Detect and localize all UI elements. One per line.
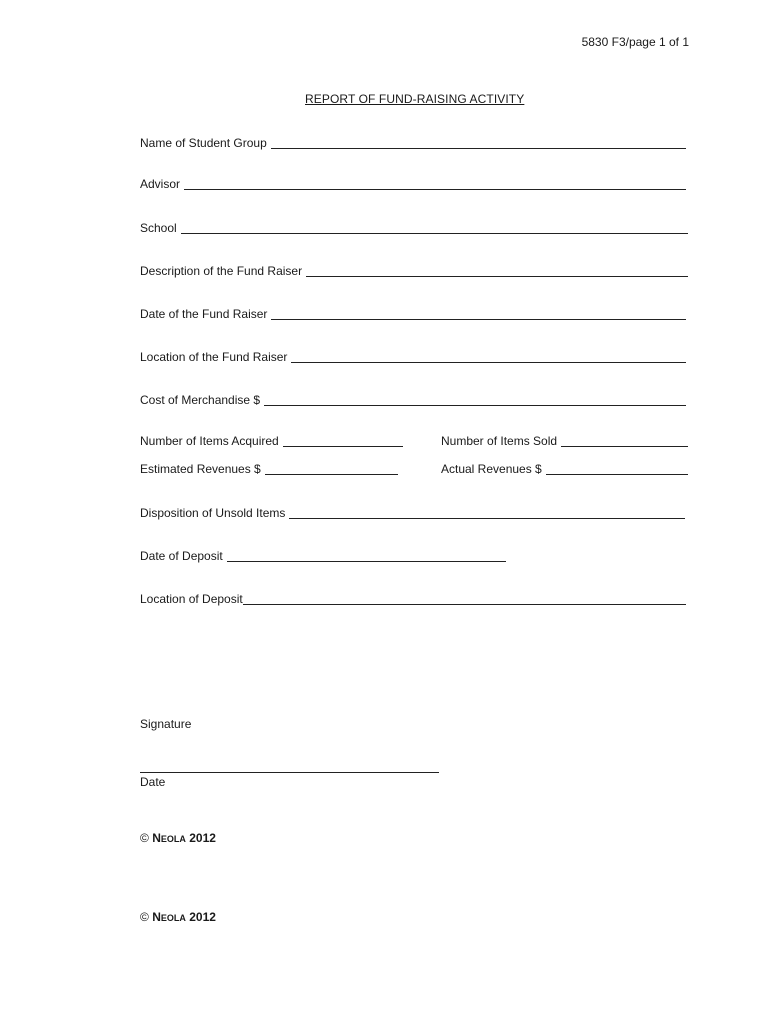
student-group-field[interactable] xyxy=(271,147,686,149)
actual-revenues-field[interactable] xyxy=(546,473,688,475)
advisor-row xyxy=(140,175,686,191)
description-label: Description of the Fund Raiser xyxy=(140,264,303,278)
actual-revenues-row xyxy=(441,460,688,476)
school-field[interactable] xyxy=(181,232,688,234)
advisor-label: Advisor xyxy=(140,177,181,191)
actual-revenues-label: Actual Revenues $ xyxy=(441,462,542,476)
student-group-row xyxy=(140,134,686,150)
brand-initial: N xyxy=(152,831,161,845)
cost-merchandise-field[interactable] xyxy=(264,404,686,406)
brand-rest: EOLA xyxy=(160,913,186,923)
description-row xyxy=(140,262,688,278)
items-acquired-field[interactable] xyxy=(283,445,403,447)
items-acquired-label: Number of Items Acquired xyxy=(140,434,279,448)
estimated-revenues-label: Estimated Revenues $ xyxy=(140,462,261,476)
brand-initial: N xyxy=(152,910,161,924)
location-deposit-label: Location of Deposit xyxy=(140,592,243,606)
student-group-label: Name of Student Group xyxy=(140,136,267,150)
brand-rest: EOLA xyxy=(160,834,186,844)
advisor-field[interactable] xyxy=(184,188,686,190)
location-fund-raiser-row xyxy=(140,348,686,364)
location-fund-raiser-field[interactable] xyxy=(291,361,686,363)
copyright-year: 2012 xyxy=(189,831,216,845)
date-label: Date xyxy=(140,775,166,789)
copyright-notice-footer xyxy=(140,910,216,924)
date-fund-raiser-label: Date of the Fund Raiser xyxy=(140,307,268,321)
cost-merchandise-row xyxy=(140,391,686,407)
date-deposit-row xyxy=(140,547,506,563)
description-field[interactable] xyxy=(306,275,688,277)
cost-merchandise-label: Cost of Merchandise $ xyxy=(140,393,261,407)
location-deposit-row xyxy=(140,590,686,606)
signature-line[interactable] xyxy=(140,772,439,773)
page-reference: 5830 F3/page 1 of 1 xyxy=(581,35,689,49)
date-deposit-field[interactable] xyxy=(227,560,506,562)
location-fund-raiser-label: Location of the Fund Raiser xyxy=(140,350,288,364)
items-acquired-row xyxy=(140,432,403,448)
signature-label: Signature xyxy=(140,717,192,731)
form-title: REPORT OF FUND-RAISING ACTIVITY xyxy=(305,92,525,106)
date-deposit-label: Date of Deposit xyxy=(140,549,223,563)
copyright-year: 2012 xyxy=(189,910,216,924)
school-label: School xyxy=(140,221,177,235)
copyright-notice xyxy=(140,831,216,845)
location-deposit-field[interactable] xyxy=(243,603,686,605)
date-fund-raiser-row xyxy=(140,305,686,321)
disposition-field[interactable] xyxy=(289,517,685,519)
items-sold-field[interactable] xyxy=(561,445,688,447)
items-sold-label: Number of Items Sold xyxy=(441,434,558,448)
items-sold-row xyxy=(441,432,688,448)
school-row xyxy=(140,219,688,235)
disposition-row xyxy=(140,504,685,520)
copyright-symbol: © xyxy=(140,831,149,845)
disposition-label: Disposition of Unsold Items xyxy=(140,506,286,520)
estimated-revenues-row xyxy=(140,460,398,476)
estimated-revenues-field[interactable] xyxy=(265,473,398,475)
copyright-symbol: © xyxy=(140,910,149,924)
date-fund-raiser-field[interactable] xyxy=(271,318,686,320)
